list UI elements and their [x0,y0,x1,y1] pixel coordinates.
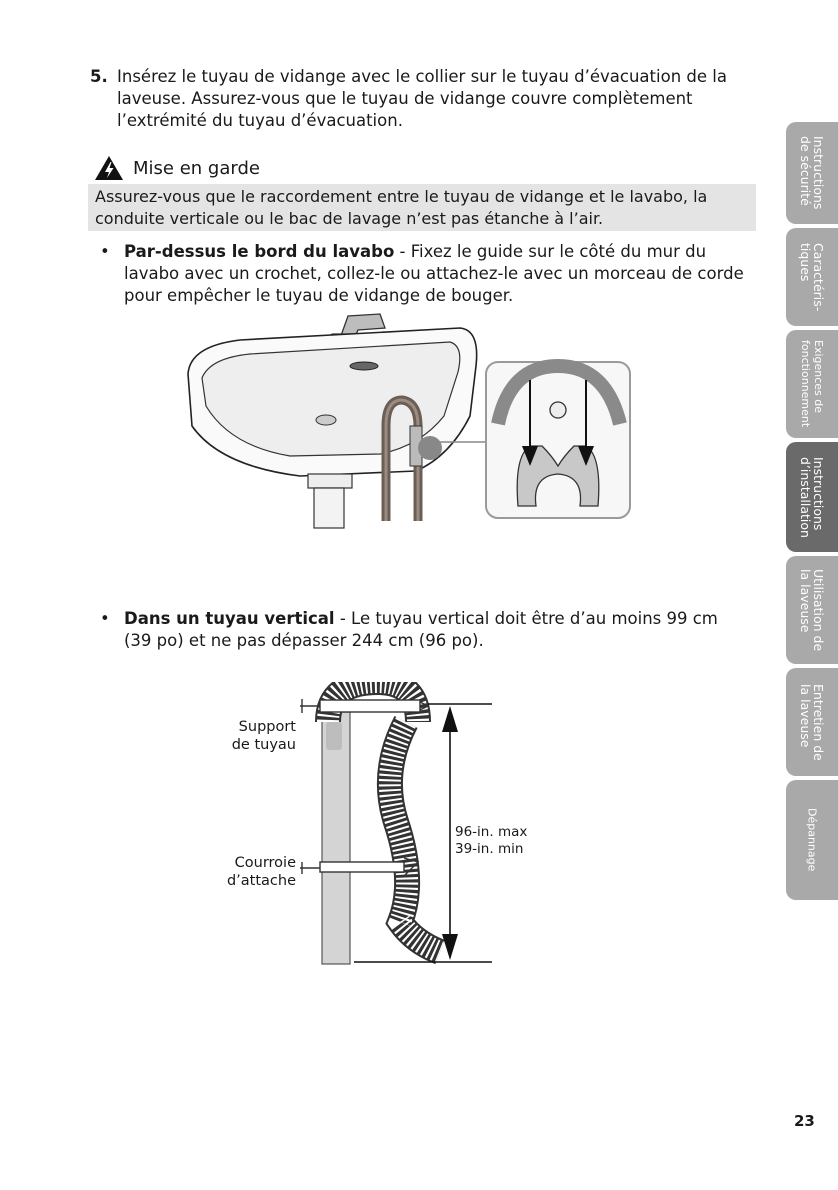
strap-label-text: Courroie d’attache [226,855,296,889]
tab-maintenance[interactable] [786,668,838,776]
bullet-sink-title: Par-dessus le bord du lavabo [124,242,395,261]
caution-text: Assurez-vous que le raccordement entre le tuyau de vidange et le lavabo, la conduite verticale ou le bac de lavage n’est pas étanche à l’air. [95,187,708,228]
page-number: 23 [794,1112,815,1130]
tab-maintenance-label: Entretien de la laveuse [798,683,826,761]
tab-usage-label: Utilisation de la laveuse [798,568,826,652]
bullet-dot: • [100,609,110,628]
tab-safety[interactable] [786,122,838,224]
strap-label [206,854,296,890]
tab-safety-label: Instructions de sécurité [798,136,826,210]
step-text: Insérez le tuyau de vidange avec le collier sur le tuyau d’évacuation de la laveuse. Assurez-vous que le tuyau de vidange couvre complètement l’extrémité du tuyau d’évacuation. [117,67,727,130]
tab-features-label: Caractéris- tiques [798,242,826,312]
bullet-standpipe-text [124,608,744,652]
caution-title: Mise en garde [133,157,260,179]
caution-box [88,184,756,231]
support-label [210,718,296,754]
tab-installation-label: Instructions d’installation [798,456,826,538]
warning-icon [94,155,124,181]
tab-requirements[interactable] [786,330,838,438]
sink-illustration [180,306,640,535]
bullet-standpipe-body: - Le tuyau vertical doit être d’au moins 99 cm (39 po) et ne pas dépasser 244 cm (96 po). [124,609,718,650]
tab-usage[interactable] [786,556,838,664]
height-labels [455,824,527,858]
tab-features[interactable] [786,228,838,326]
tab-requirements-label: Exigences de fonctionnement [799,340,825,428]
support-label-text: Support de tuyau [231,719,296,753]
height-max: 96-in. max [455,824,528,840]
bullet-sink-text [124,241,744,307]
height-min: 39-in. min [455,841,524,857]
tab-installation[interactable] [786,442,838,552]
step-number: 5. [90,67,108,86]
bullet-sink-body: - Fixez le guide sur le côté du mur du lavabo avec un crochet, collez-le ou attachez-le avec un morceau de corde pour empêcher le tuyau de vidange de bouger. [124,242,744,305]
caution-heading [94,154,260,182]
bullet-dot: • [100,242,110,261]
bullet-standpipe-title: Dans un tuyau vertical [124,609,335,628]
tab-troubleshooting-label: Dépannage [805,808,819,872]
tab-troubleshooting[interactable] [786,780,838,900]
